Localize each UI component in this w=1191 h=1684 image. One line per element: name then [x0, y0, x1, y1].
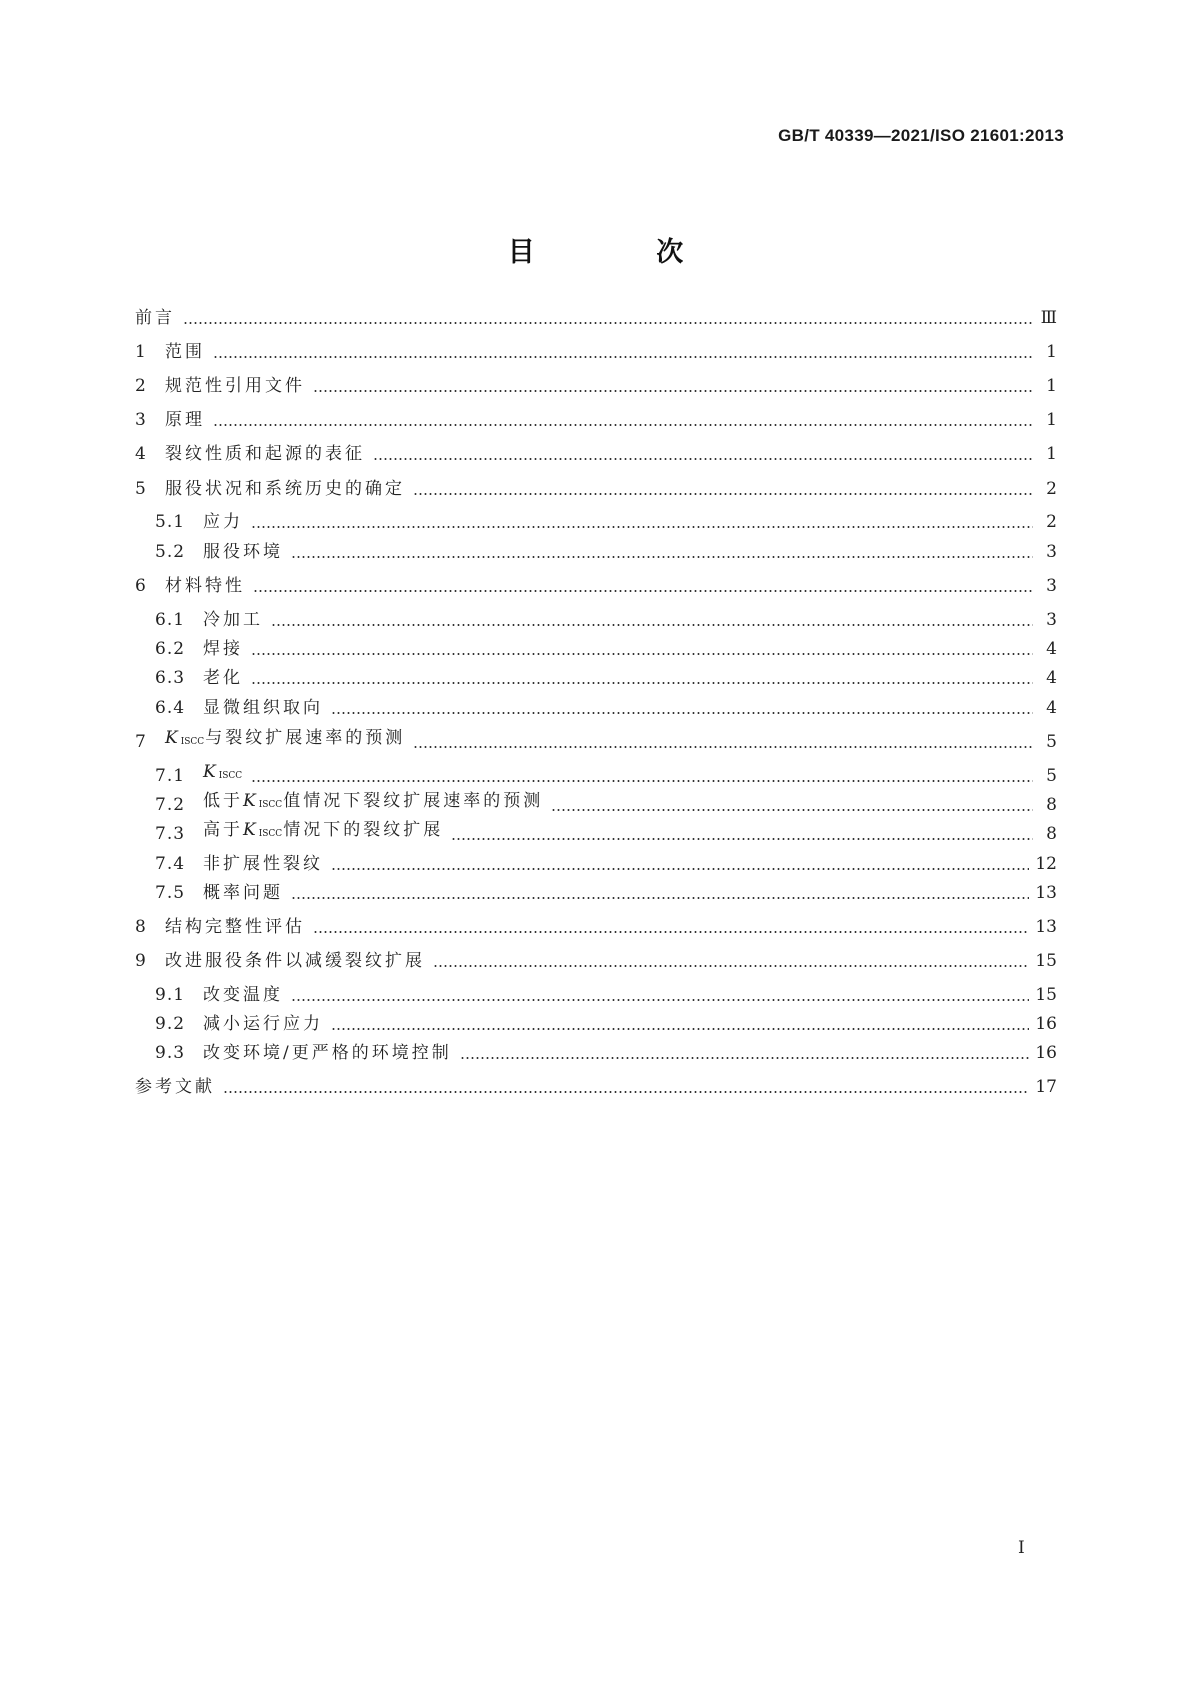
toc-number: 8 [135, 917, 147, 937]
k-symbol: K [165, 728, 181, 748]
dot-leader [331, 868, 1029, 870]
toc-label: 显微组织取向 [203, 698, 323, 718]
dot-leader [291, 556, 1033, 558]
dot-leader [313, 931, 1029, 933]
toc-page: 3 [1046, 610, 1057, 630]
toc-entry-9-1[interactable] [155, 983, 1057, 1007]
toc-entry-5-1[interactable] [155, 510, 1057, 534]
toc-label: 改进服役条件以减缓裂纹扩展 [165, 951, 425, 971]
toc-entry-9-3[interactable] [155, 1041, 1057, 1065]
toc-page: 5 [1046, 732, 1057, 752]
toc-entry-9-2[interactable] [155, 1012, 1057, 1036]
toc-number: 3 [135, 410, 147, 430]
dot-leader [373, 458, 1033, 460]
dot-leader [251, 682, 1033, 684]
toc-label: 材料特性 [165, 576, 245, 596]
toc-label: 减小运行应力 [203, 1014, 323, 1034]
dot-leader [460, 1057, 1030, 1059]
toc-number: 7.2 [155, 795, 186, 815]
toc-title: 目 次 [507, 237, 740, 268]
toc-label: 焊接 [203, 639, 243, 659]
toc-label: 服役状况和系统历史的确定 [165, 479, 405, 499]
toc-number: 6 [135, 576, 147, 596]
dot-leader [251, 653, 1033, 655]
toc-label [203, 818, 443, 846]
k-symbol: K [243, 791, 259, 811]
toc-label-text: 情况下的裂纹扩展 [283, 820, 444, 840]
toc-entry-6-1[interactable] [155, 608, 1057, 632]
toc-entry-8[interactable] [135, 915, 1057, 939]
toc-label: 结构完整性评估 [165, 917, 305, 937]
toc-page: 2 [1046, 479, 1057, 499]
toc-page: 12 [1035, 854, 1057, 874]
toc-number: 2 [135, 376, 147, 396]
toc-label: 原理 [165, 410, 205, 430]
toc-page: 17 [1035, 1077, 1057, 1097]
toc-entry-7-2[interactable] [155, 793, 1057, 817]
toc-entry-6-3[interactable] [155, 666, 1057, 690]
toc-page: 8 [1046, 795, 1057, 815]
dot-leader [253, 590, 1033, 592]
toc-label: 参考文献 [135, 1077, 215, 1097]
dot-leader [251, 780, 1033, 782]
toc-label: 概率问题 [203, 883, 283, 903]
toc-page: Ⅲ [1040, 308, 1057, 328]
dot-leader [213, 356, 1033, 358]
toc-label: 改变温度 [203, 985, 283, 1005]
toc-number: 9 [135, 951, 147, 971]
k-symbol: K [243, 820, 259, 840]
toc-label [203, 760, 243, 788]
toc-label-text: 值情况下裂纹扩展速率的预测 [283, 791, 544, 811]
toc-number: 5.1 [155, 512, 186, 532]
toc-label: 前言 [135, 308, 175, 328]
toc-entry-6-2[interactable] [155, 637, 1057, 661]
toc-number: 7 [135, 732, 147, 752]
toc-label: 规范性引用文件 [165, 376, 305, 396]
toc-entry-9[interactable] [135, 949, 1057, 973]
toc-number: 6.1 [155, 610, 186, 630]
toc-page: 5 [1046, 766, 1057, 786]
dot-leader [313, 390, 1033, 392]
dot-leader [331, 1028, 1029, 1030]
toc-entry-7-5[interactable] [155, 881, 1057, 905]
toc-number: 7.3 [155, 824, 186, 844]
toc-number: 4 [135, 444, 147, 464]
toc-page: 16 [1035, 1043, 1057, 1063]
toc-label-text: 与裂纹扩展速率的预测 [205, 728, 406, 748]
toc-page: 2 [1046, 512, 1057, 532]
toc-number: 6.3 [155, 668, 186, 688]
toc-number: 1 [135, 342, 147, 362]
k-subscript: ISCC [258, 800, 283, 810]
toc-number: 9.2 [155, 1014, 186, 1034]
dot-leader [413, 746, 1033, 748]
dot-leader [451, 838, 1033, 840]
toc-label: 范围 [165, 342, 205, 362]
dot-leader [331, 712, 1033, 714]
k-symbol: K [203, 762, 219, 782]
toc-number: 7.1 [155, 766, 186, 786]
standard-number: GB/T 40339—2021/ISO 21601:2013 [778, 126, 1064, 145]
toc-entry-7-1[interactable] [155, 764, 1057, 788]
toc-label: 老化 [203, 668, 243, 688]
toc-entry-1[interactable] [135, 340, 1057, 364]
dot-leader [413, 493, 1033, 495]
toc-number: 9.1 [155, 985, 186, 1005]
page-number: I [1018, 1538, 1025, 1558]
dot-leader [551, 809, 1033, 811]
toc-label [203, 789, 543, 817]
toc-number: 6.2 [155, 639, 186, 659]
toc-label: 非扩展性裂纹 [203, 854, 323, 874]
k-subscript: ISCC [218, 771, 243, 781]
toc-page: 16 [1035, 1014, 1057, 1034]
dot-leader [251, 526, 1033, 528]
toc-entry-5[interactable] [135, 477, 1057, 501]
toc-entry-5-2[interactable] [155, 540, 1057, 564]
toc-page: 4 [1046, 668, 1057, 688]
toc-page: 1 [1046, 410, 1057, 430]
toc-label-prefix: 低于 [203, 791, 243, 811]
toc-entry-7-4[interactable] [155, 852, 1057, 876]
dot-leader [291, 897, 1029, 899]
toc-number: 5 [135, 479, 147, 499]
toc-entry-6-4[interactable] [155, 696, 1057, 720]
dot-leader [271, 624, 1033, 626]
toc-entry-foreword[interactable] [135, 306, 1057, 330]
toc-label: 服役环境 [203, 542, 283, 562]
toc-page: 3 [1046, 576, 1057, 596]
dot-leader [183, 322, 1033, 324]
toc-number: 7.5 [155, 883, 186, 903]
toc-page: 15 [1035, 985, 1057, 1005]
toc-entry-7-3[interactable] [155, 822, 1057, 846]
toc-number: 9.3 [155, 1043, 186, 1063]
toc-entry-2[interactable] [135, 374, 1057, 398]
toc-entry-7[interactable] [135, 730, 1057, 754]
dot-leader [223, 1091, 1029, 1093]
toc-label: 应力 [203, 512, 243, 532]
toc-page: 13 [1035, 883, 1057, 903]
toc-page: 1 [1046, 444, 1057, 464]
dot-leader [291, 999, 1029, 1001]
toc-label: 冷加工 [203, 610, 263, 630]
toc-number: 6.4 [155, 698, 186, 718]
toc-entry-6[interactable] [135, 574, 1057, 598]
toc-page: 4 [1046, 639, 1057, 659]
k-subscript: ISCC [258, 829, 283, 839]
toc-entry-3[interactable] [135, 408, 1057, 432]
toc-page: 13 [1035, 917, 1057, 937]
toc-entry-4[interactable] [135, 442, 1057, 466]
toc-number: 7.4 [155, 854, 186, 874]
toc-page: 15 [1035, 951, 1057, 971]
toc-page: 4 [1046, 698, 1057, 718]
dot-leader [213, 424, 1033, 426]
toc-label: 裂纹性质和起源的表征 [165, 444, 365, 464]
k-subscript: ISCC [180, 737, 205, 747]
toc-label [165, 726, 405, 754]
dot-leader [433, 965, 1029, 967]
toc-page: 8 [1046, 824, 1057, 844]
toc-entry-bibliography[interactable] [135, 1075, 1057, 1099]
toc-label: 改变环境/更严格的环境控制 [203, 1043, 452, 1063]
toc-page: 3 [1046, 542, 1057, 562]
toc-number: 5.2 [155, 542, 186, 562]
toc-page: 1 [1046, 376, 1057, 396]
toc-page: 1 [1046, 342, 1057, 362]
toc-label-prefix: 高于 [203, 820, 243, 840]
